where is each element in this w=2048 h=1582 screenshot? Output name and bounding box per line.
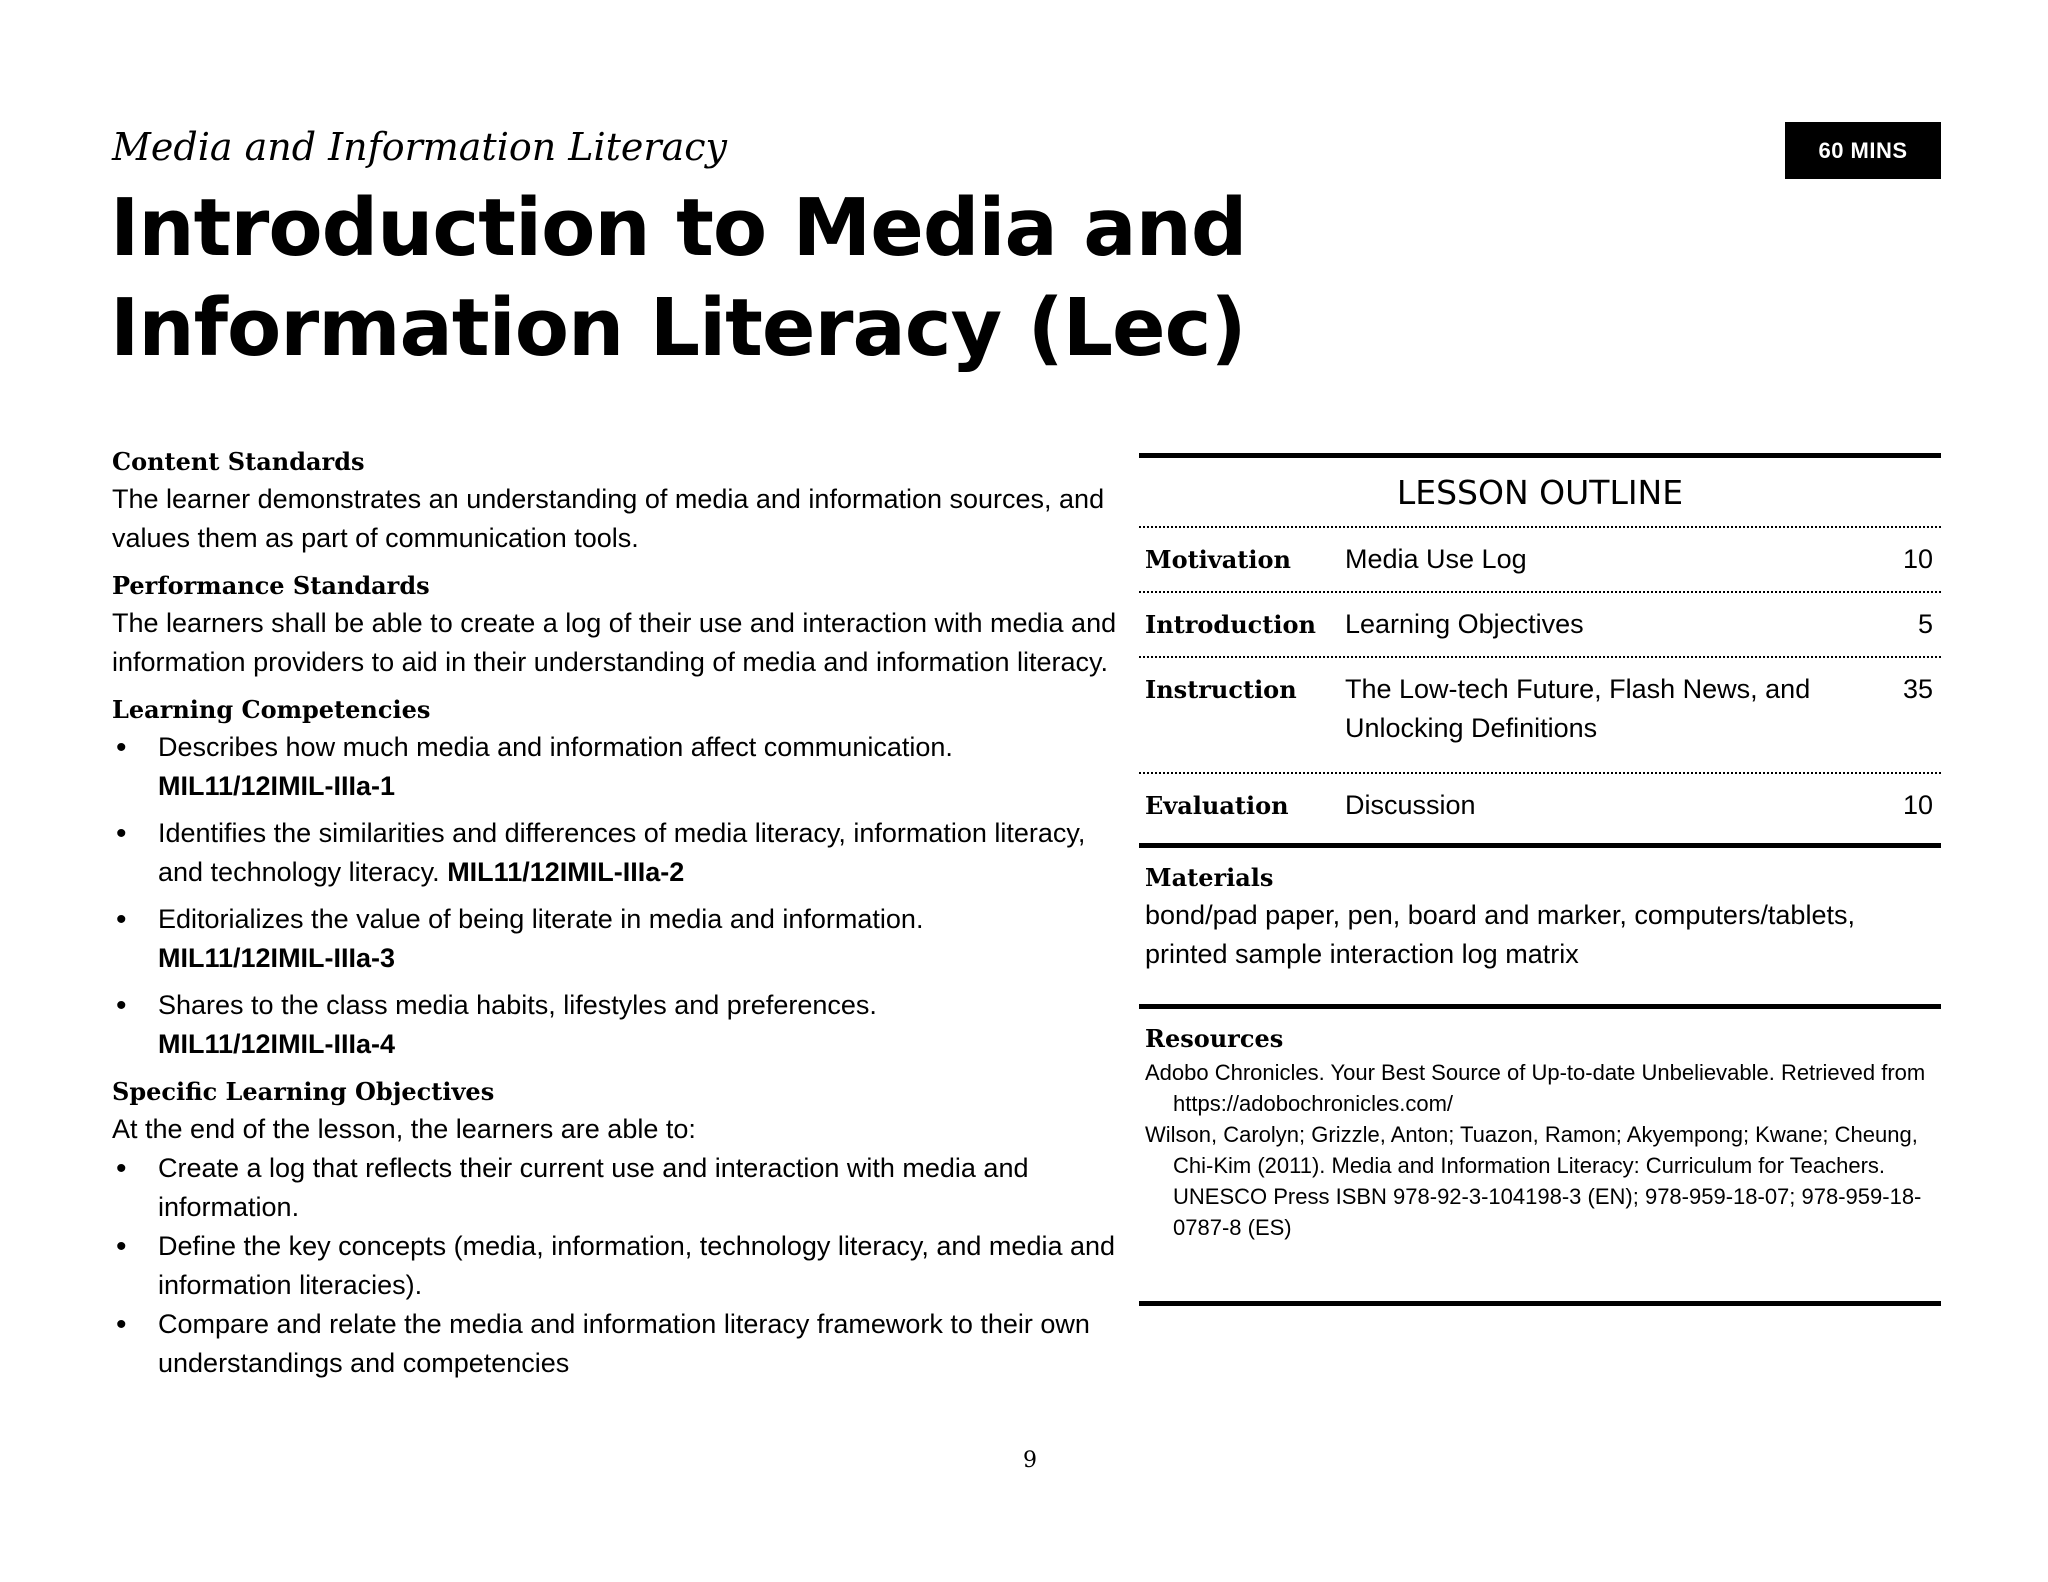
outline-topic: Learning Objectives	[1345, 609, 1584, 639]
competency-code: MIL11/12IMIL-IIIa-1	[158, 771, 396, 801]
outline-phase: Instruction	[1145, 675, 1297, 704]
competency-code: MIL11/12IMIL-IIIa-4	[158, 1029, 396, 1059]
competency-text: Editorializes the value of being literate in media and information.	[158, 904, 924, 934]
materials-text: bond/pad paper, pen, board and marker, computers/tablets, printed sample interaction log matrix	[1145, 900, 1855, 969]
lesson-outline-panel	[1139, 453, 1941, 1306]
objectives-list	[112, 1149, 1122, 1383]
outline-topic: Media Use Log	[1345, 544, 1527, 574]
lesson-outline-heading: LESSON OUTLINE	[1396, 473, 1684, 512]
outline-row	[1139, 774, 1941, 843]
competency-code: MIL11/12IMIL-IIIa-3	[158, 943, 396, 973]
page-number: 9	[1023, 1448, 1037, 1473]
outline-row	[1139, 528, 1941, 591]
competencies-list	[112, 728, 1122, 1064]
subject-label: Media and Information Literacy	[112, 125, 727, 169]
outline-minutes: 10	[1902, 790, 1933, 820]
performance-standards-heading: Performance Standards	[112, 571, 430, 600]
objectives-heading: Specific Learning Objectives	[112, 1077, 495, 1106]
competency-text: Shares to the class media habits, lifestyles and preferences.	[158, 990, 877, 1020]
objectives-intro: At the end of the lesson, the learners are able to:	[112, 1114, 696, 1144]
content-standards-heading: Content Standards	[112, 447, 365, 476]
competency-code: MIL11/12IMIL-IIIa-2	[447, 857, 685, 887]
list-item	[112, 814, 1122, 892]
materials-section	[1139, 848, 1941, 1004]
outline-row	[1139, 658, 1941, 772]
outline-phase: Introduction	[1145, 610, 1316, 639]
competency-text: Identifies the similarities and differences of media literacy, information literacy, and technology literacy.	[158, 818, 1086, 887]
lesson-title: Introduction to Media and Information Literacy (Lec)	[110, 182, 1247, 374]
resource-item: Wilson, Carolyn; Grizzle, Anton; Tuazon, Ramon; Akyempong; Kwane; Cheung, Chi-Kim (2011). Media and Information Literacy: Curriculum for Teachers. UNESCO Press ISBN 978-92-3-104198-3 (EN); 978-959-18-07; 978-959-18-0787-8 (ES)	[1145, 1122, 1922, 1240]
resources-heading: Resources	[1145, 1024, 1284, 1053]
content-standards-text: The learner demonstrates an understanding of media and information sources, and values them as part of communication tools.	[112, 484, 1105, 553]
list-item: • Define the key concepts (media, information, technology literacy, and media and information literacies).	[112, 1227, 1122, 1305]
duration-badge: 60 MINS	[1785, 122, 1941, 179]
outline-minutes: 5	[1917, 609, 1933, 639]
standards-column	[112, 444, 1122, 1393]
outline-topic: The Low-tech Future, Flash News, and Unlocking Definitions	[1345, 674, 1811, 743]
list-item	[112, 728, 1122, 806]
outline-topic: Discussion	[1345, 790, 1476, 820]
outline-row	[1139, 593, 1941, 656]
list-item	[112, 900, 1122, 978]
competency-text: Describes how much media and information affect communication.	[158, 732, 953, 762]
list-item	[112, 986, 1122, 1064]
list-item: • Compare and relate the media and information literacy framework to their own understandings and competencies	[112, 1305, 1122, 1383]
divider	[1139, 1301, 1941, 1306]
learning-competencies-heading: Learning Competencies	[112, 695, 431, 724]
outline-phase: Evaluation	[1145, 791, 1289, 820]
materials-heading: Materials	[1145, 863, 1274, 892]
list-item: • Create a log that reflects their current use and interaction with media and information.	[112, 1149, 1122, 1227]
outline-minutes: 10	[1902, 544, 1933, 574]
resource-item: Adobo Chronicles. Your Best Source of Up-to-date Unbelievable. Retrieved from https://adobochronicles.com/	[1145, 1060, 1926, 1116]
outline-phase: Motivation	[1145, 545, 1291, 574]
outline-minutes: 35	[1902, 674, 1933, 704]
resources-section	[1139, 1009, 1941, 1301]
performance-standards-text: The learners shall be able to create a log of their use and interaction with media and information providers to aid in their understanding of media and information literacy.	[112, 608, 1117, 677]
